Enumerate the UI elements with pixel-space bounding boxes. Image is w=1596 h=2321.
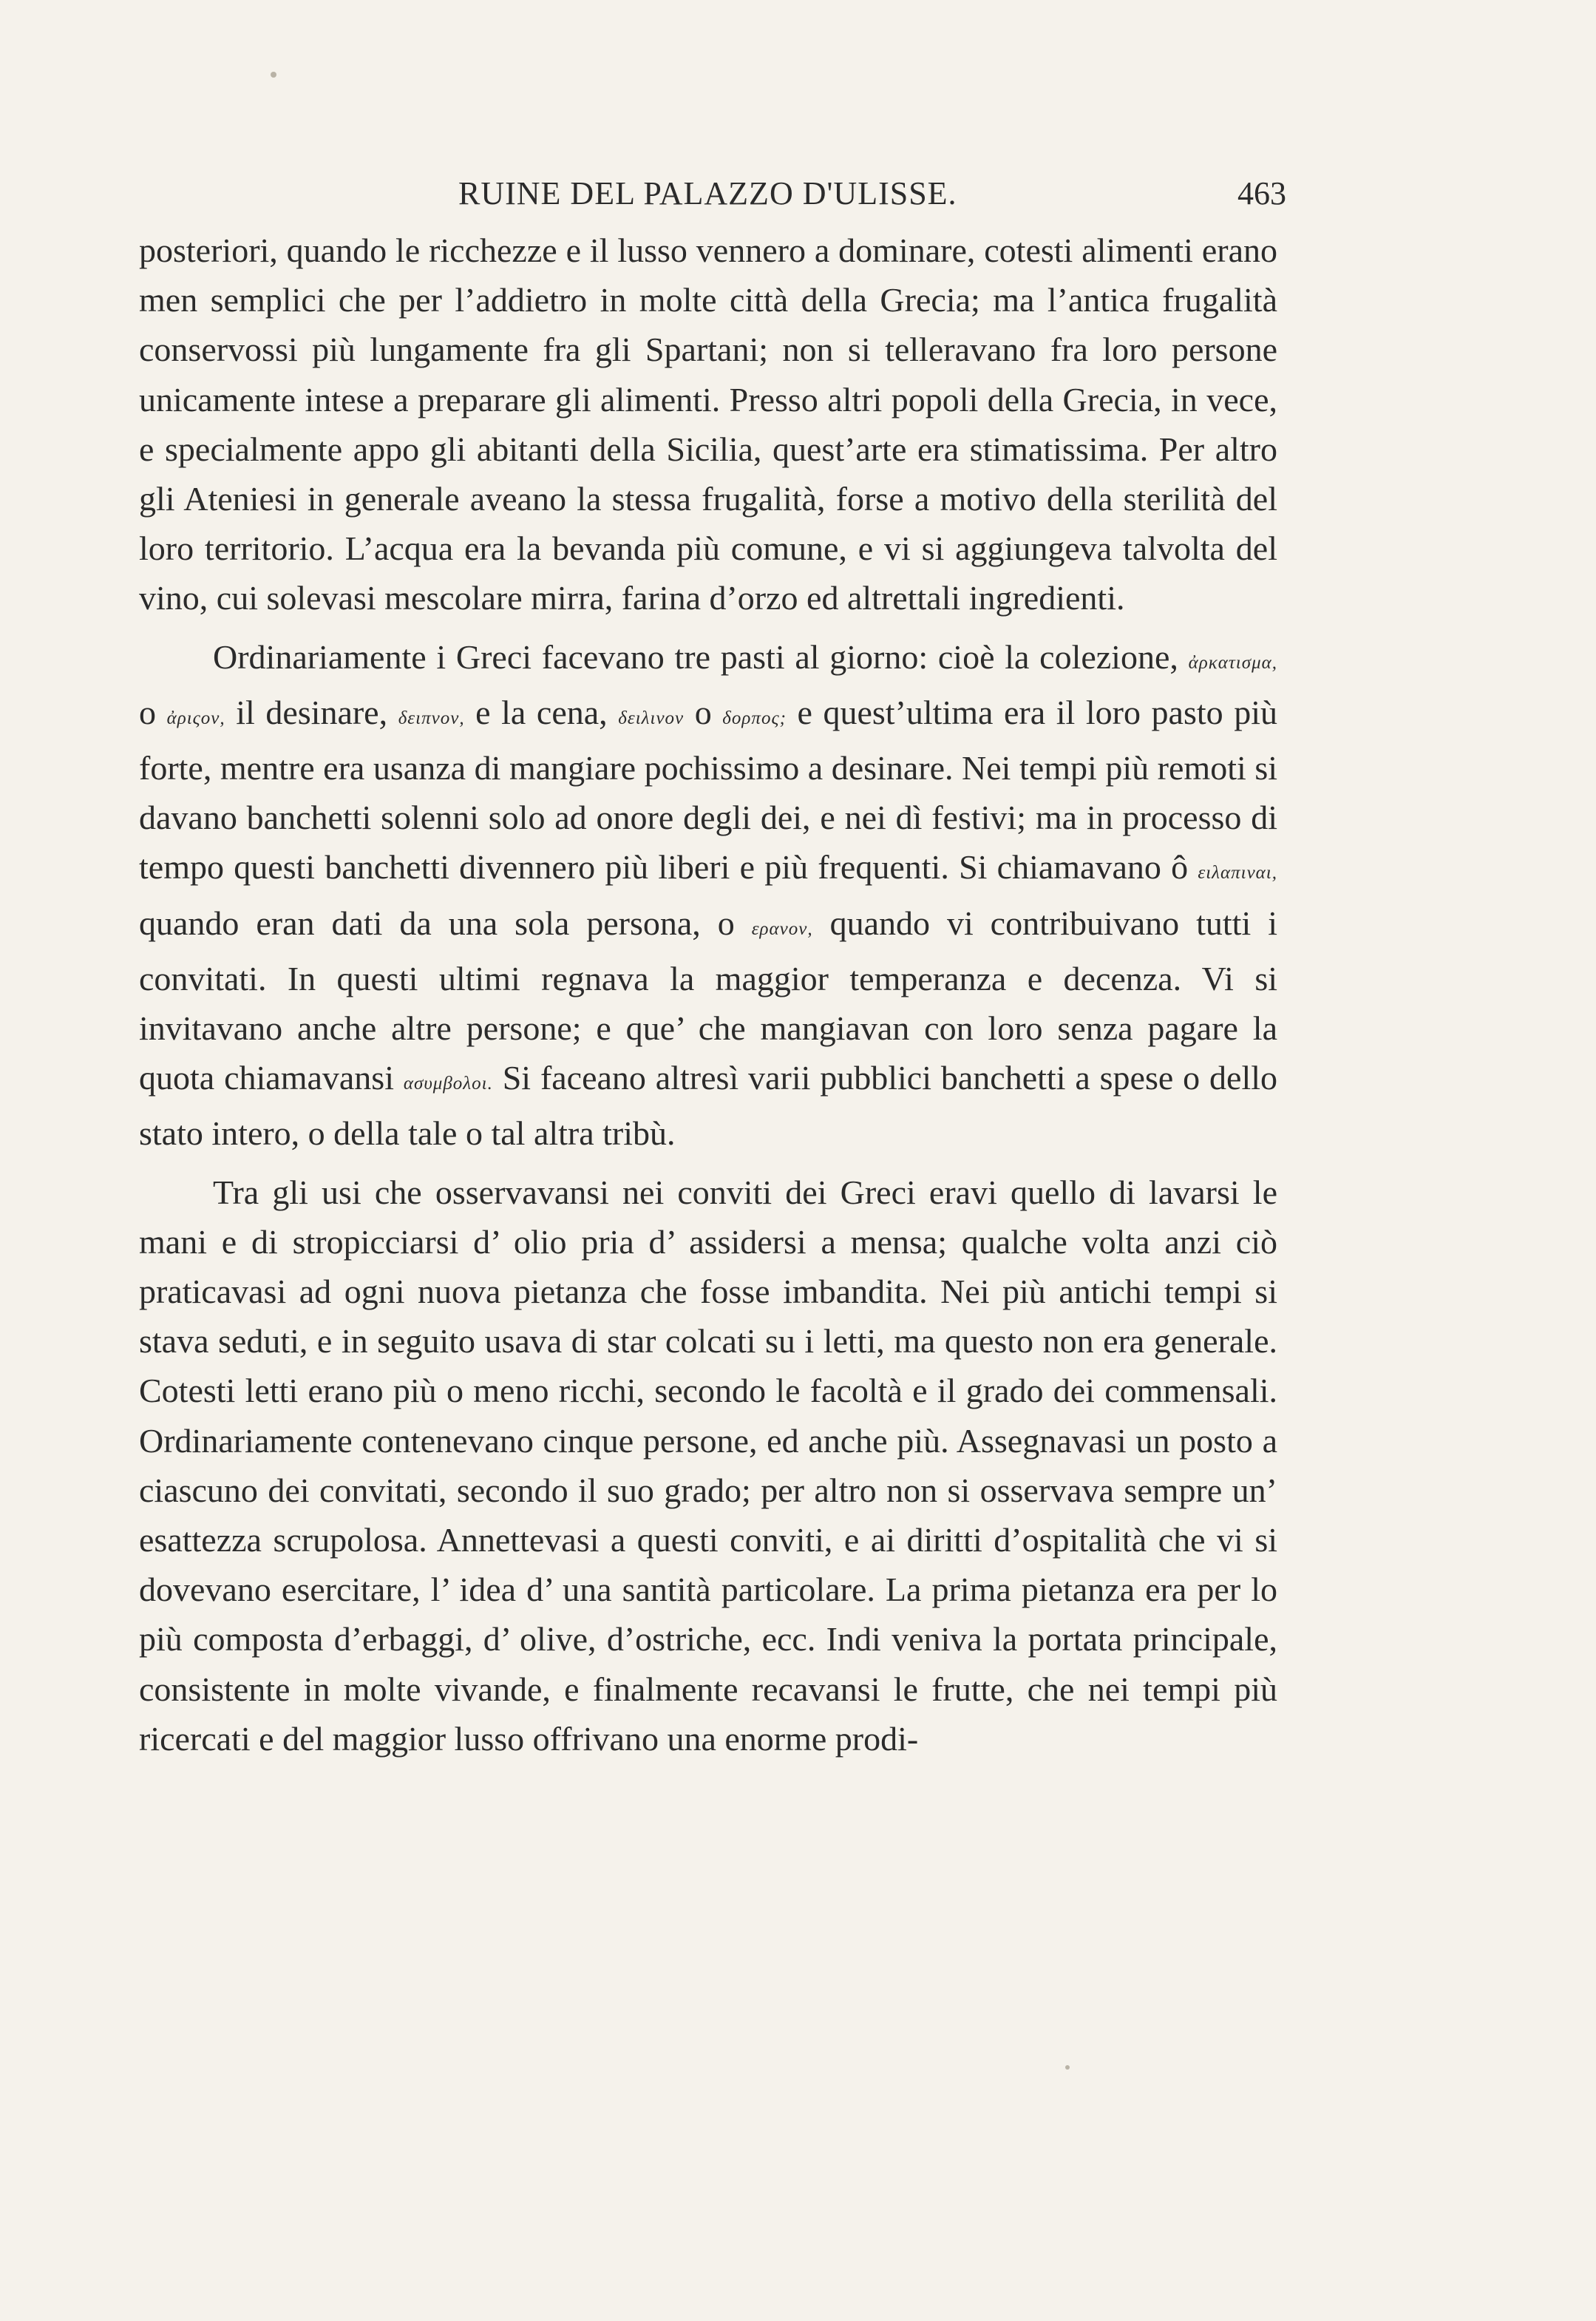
- paragraph: [139, 1168, 1277, 1763]
- paragraph-text: Si faceano altresì varii pubblici banchetti a spese o dello stato intero, o della tale o tal altra tribù.: [139, 1059, 1278, 1153]
- paragraph-text: Ordinariamente i Greci facevano tre pasti al giorno: cioè la colezione,: [213, 637, 1189, 676]
- paragraph-text: e quest’ultima era il loro pasto più forte, mentre era usanza di mangiare pochissimo a desinare. Nei tempi più remoti si davano banchetti solenni solo ad onore degli dei, e nei dì festivi; ma in processo di tempo questi banchetti divennero più liberi e più frequenti. Si chiamavano ô: [139, 693, 1278, 887]
- greek-word: ἀρκατισμα,: [1188, 652, 1277, 673]
- paper-speck: [271, 72, 276, 78]
- paragraph-text: il desinare,: [225, 693, 398, 731]
- greek-word: ερανον,: [751, 918, 813, 939]
- greek-word: ἀριςον,: [166, 708, 225, 728]
- paragraph-text: Tra gli usi che osservavansi nei conviti dei Greci eravi quello di lavarsi le mani e di stropicciarsi d’ olio pria d’ assidersi a mensa; qualche volta anzi ciò praticavasi ad ogni nuova pietanza che fosse imbandita. Nei più antichi tempi si stava seduti, e in seguito usava di star colcati su i letti, ma questo non era generale. Cotesti letti erano più o meno ricchi, secondo le facoltà e il grado dei commensali. Ordinariamente contenevano cinque persone, ed anche più. Assegnavasi un posto a ciascuno dei convitati, secondo il suo grado; per altro non si osservava sempre un’ esattezza scrupolosa. Annettevasi a questi conviti, e ai diritti d’ospitalità che vi si dovevano esercitare, l’ idea d’ una santità particolare. La prima pietanza era per lo più composta d’erbaggi, d’ olive, d’ostriche, ecc. Indi veniva la portata principale, consistente in molte vivande, e finalmente recavansi le frutte, che nei tempi più ricercati e del maggior lusso offrivano una enorme prodi-: [139, 1173, 1277, 1758]
- greek-word: δειλινον: [618, 708, 685, 728]
- paragraph: [139, 226, 1277, 623]
- paragraph-text: o: [139, 693, 167, 731]
- page-number: 463: [1237, 175, 1286, 211]
- paper-speck: [1065, 2065, 1070, 2070]
- greek-word: ασυμβολοι.: [403, 1074, 493, 1094]
- running-title: RUINE DEL PALAZZO D'ULISSE.: [458, 175, 957, 211]
- greek-word: δορπος;: [722, 708, 787, 728]
- greek-word: ειλαπιναι,: [1198, 863, 1277, 884]
- body-text: [139, 226, 1277, 1763]
- page-header: [133, 175, 1286, 219]
- paragraph-text: e la cena,: [464, 693, 619, 731]
- greek-word: δειπνον,: [398, 708, 465, 728]
- paragraph: [139, 632, 1277, 1159]
- paragraph-text: posteriori, quando le ricchezze e il lusso vennero a dominare, cotesti alimenti erano men semplici che per l’addietro in molte città della Grecia; ma l’antica frugalità conservossi più lungamente fra gli Spartani; non si telleravano fra loro persone unicamente intese a preparare gli alimenti. Presso altri popoli della Grecia, in vece, e specialmente appo gli abitanti della Sicilia, quest’arte era stimatissima. Per altro gli Ateniesi in generale aveano la stessa frugalità, forse a motivo della sterilità del loro territorio. L’acqua era la bevanda più comune, e vi si aggiungeva talvolta del vino, cui solevasi mescolare mirra, farina d’orzo ed altrettali ingredienti.: [139, 231, 1277, 617]
- paragraph-text: quando eran dati da una sola persona, o: [139, 904, 752, 942]
- paragraph-text: o: [684, 693, 723, 731]
- paragraph-text: quando vi contribuivano tutti i convitati. In questi ultimi regnava la maggior temperanza e decenza. Vi si invitavano anche altre persone; e que’ che mangiavan con loro senza pagare la quota chiamavansi: [139, 904, 1277, 1097]
